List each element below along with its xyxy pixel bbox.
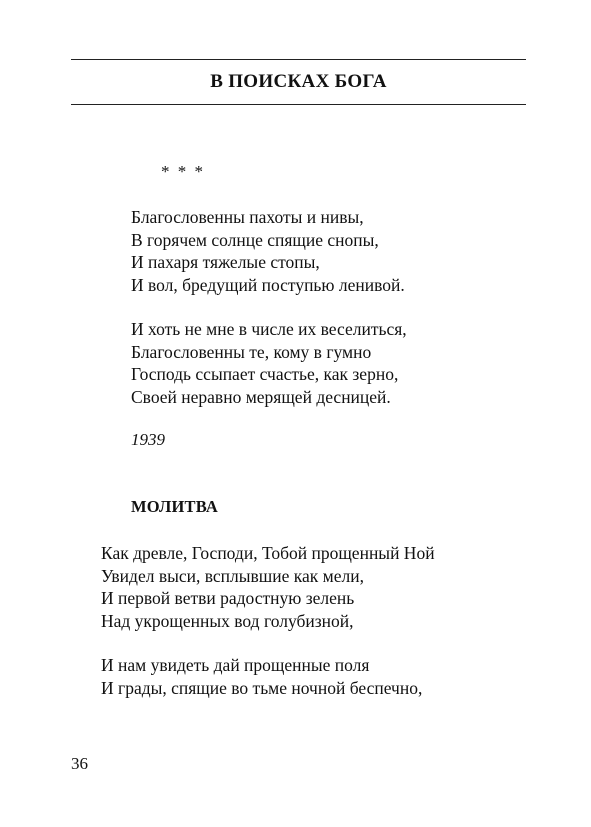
poem2-stanza-2	[101, 654, 422, 699]
page-number: 36	[71, 754, 88, 773]
poem-line: И пахаря тяжелые стопы,	[131, 252, 320, 273]
poem-line: Господь ссыпает счастье, как зерно,	[131, 364, 399, 385]
poem-title: МОЛИТВА	[131, 497, 219, 516]
poem1-stanza-2	[131, 318, 407, 409]
poem-line: Своей неравно мерящей десницей.	[131, 387, 391, 408]
poem-line: И нам увидеть дай прощенные поля	[101, 655, 370, 675]
poem-line: И первой ветви радостную зелень	[101, 588, 355, 609]
poem-line: И хоть не мне в числе их веселиться,	[131, 319, 407, 339]
poem-line: Увидел выси, всплывшие как мели,	[101, 565, 364, 586]
poem-line: И грады, спящие во тьме ночной беспечно,	[101, 677, 423, 698]
section-heading: В ПОИСКАХ БОГА	[210, 71, 387, 92]
poem-line: Над укрощенных вод голубизной,	[101, 611, 354, 632]
poem-date: 1939	[131, 430, 165, 449]
poem-line: Как древле, Господи, Тобой прощенный Ной	[101, 543, 435, 563]
poem1-stanza-1	[131, 206, 405, 297]
running-header	[71, 59, 526, 105]
poem-separator: * * *	[161, 162, 205, 181]
poem2-stanza-1	[101, 542, 435, 633]
poem-line: В горячем солнце спящие снопы,	[131, 229, 379, 250]
poem-line: Благословенны те, кому в гумно	[131, 341, 372, 362]
poem-line: Благословенны пахоты и нивы,	[131, 207, 364, 227]
poem-line: И вол, бредущий поступью ленивой.	[131, 275, 405, 296]
